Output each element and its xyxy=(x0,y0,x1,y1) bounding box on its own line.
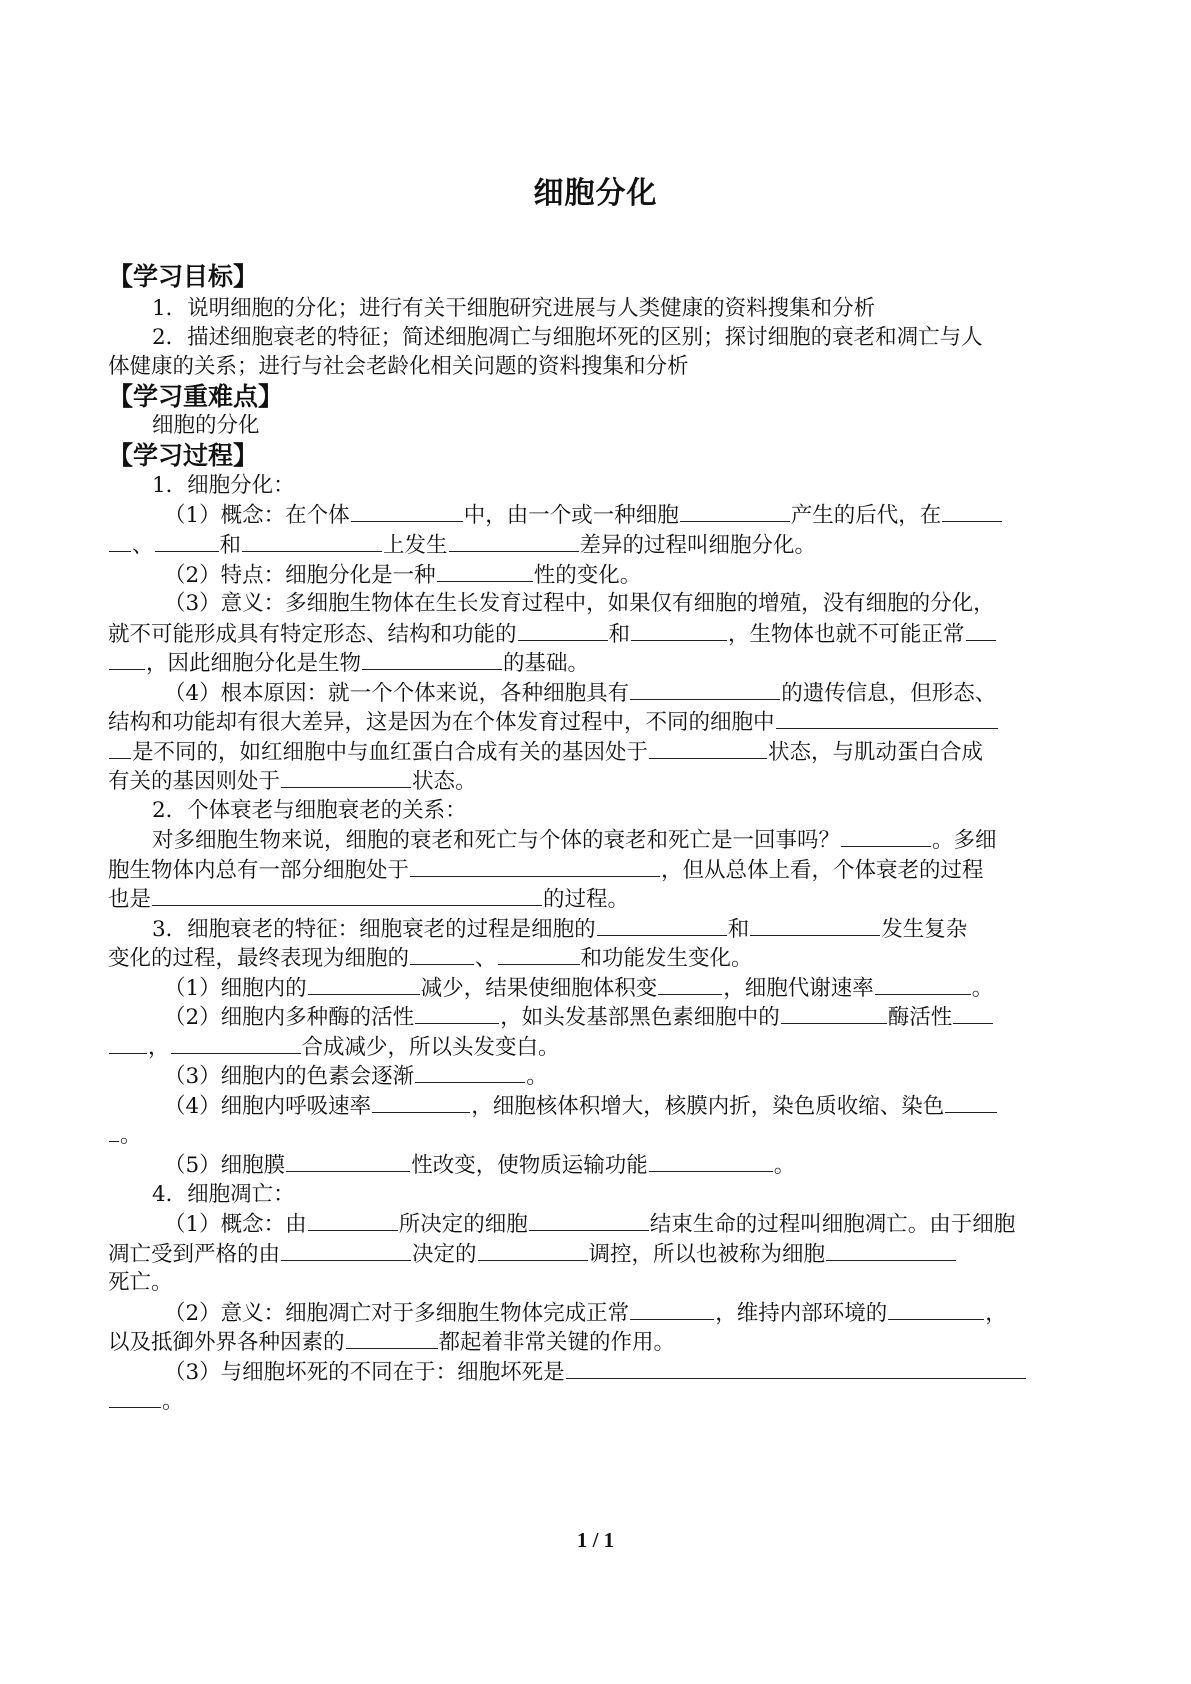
q3-line-1: 3．细胞衰老的特征：细胞衰老的过程是细胞的 和 发生复杂 xyxy=(108,914,1152,945)
blank[interactable] xyxy=(518,619,608,641)
q1-reason-line-4: 有关的基因则处于 状态。 xyxy=(108,766,1108,797)
blank[interactable] xyxy=(437,560,533,582)
blank[interactable] xyxy=(171,1032,301,1054)
blank[interactable] xyxy=(750,914,880,936)
blank[interactable] xyxy=(529,1209,649,1231)
q2-heading: 2．个体衰老与细胞衰老的关系： xyxy=(152,798,467,823)
blank[interactable] xyxy=(372,1091,470,1113)
blank[interactable] xyxy=(109,530,131,552)
goal-1: 1．说明细胞的分化；进行有关干细胞研究进展与人类健康的资料搜集和分析 xyxy=(152,296,876,321)
q3-feature-2-line-2: ， 合成减少，所以头发变白。 xyxy=(108,1032,1108,1063)
q1-meaning-line-3: ，因此细胞分化是生物 的基础。 xyxy=(108,648,1108,679)
q1-reason-line-2: 结构和功能却有很大差异，这是因为在个体发育过程中，不同的细胞中 xyxy=(108,707,1108,738)
blank[interactable] xyxy=(109,648,145,670)
section-heading-keypoints: 【学习重难点】 xyxy=(108,382,284,411)
section-heading-goals: 【学习目标】 xyxy=(108,262,259,291)
blank[interactable] xyxy=(410,855,660,877)
q3-feature-5: （5）细胞膜 性改变，使物质运输功能 。 xyxy=(108,1150,1164,1181)
blank[interactable] xyxy=(362,648,502,670)
blank[interactable] xyxy=(841,825,931,847)
blank[interactable] xyxy=(410,943,474,965)
q4-concept-line-1: （1）概念：由 所决定的细胞 结束生命的过程叫细胞凋亡。由于细胞 xyxy=(108,1209,1164,1240)
blank[interactable] xyxy=(649,737,767,759)
blank[interactable] xyxy=(597,914,727,936)
blank[interactable] xyxy=(109,1120,119,1142)
q4-difference-line-2: 。 xyxy=(108,1386,1108,1417)
blank[interactable] xyxy=(680,500,790,522)
section-heading-process: 【学习过程】 xyxy=(108,441,259,470)
q3-line-2: 变化的过程，最终表现为细胞的 、 和功能发生变化。 xyxy=(108,943,1108,974)
q3-feature-2-line-1: （2）细胞内多种酶的活性 ，如头发基部黑色素细胞中的 酶活性 xyxy=(108,1002,1164,1033)
q2-line-1: 对多细胞生物来说，细胞的衰老和死亡与个体的衰老和死亡是一回事吗？ 。多细 xyxy=(108,825,1152,856)
page-title: 细胞分化 xyxy=(533,176,658,211)
blank[interactable] xyxy=(286,1150,410,1172)
q1-meaning-line-2: 就不可能形成具有特定形态、结构和功能的 和 ，生物体也就不可能正常 xyxy=(108,619,1108,650)
blank[interactable] xyxy=(346,1327,438,1349)
blank[interactable] xyxy=(109,1032,147,1054)
goal-2-line-1: 2．描述细胞衰老的特征；简述细胞凋亡与细胞坏死的区别；探讨细胞的衰老和凋亡与人 xyxy=(152,325,983,350)
blank[interactable] xyxy=(478,1239,588,1261)
blank[interactable] xyxy=(630,1298,714,1320)
q1-heading: 1．细胞分化： xyxy=(152,473,295,498)
blank[interactable] xyxy=(953,1002,993,1024)
blank[interactable] xyxy=(826,1239,956,1261)
q4-heading: 4．细胞凋亡： xyxy=(152,1182,295,1207)
q1-reason-line-1: （4）根本原因：就一个个体来说，各种细胞具有 的遗传信息，但形态、 xyxy=(108,678,1164,709)
blank[interactable] xyxy=(649,1150,773,1172)
blank[interactable] xyxy=(631,619,727,641)
q3-feature-4-line-2: 。 xyxy=(108,1120,1108,1151)
blank[interactable] xyxy=(308,973,420,995)
q4-concept-line-3: 死亡。 xyxy=(108,1270,173,1295)
q4-meaning-line-1: （2）意义：细胞凋亡对于多细胞生物体完成正常 ，维持内部环境的 ， xyxy=(108,1298,1164,1329)
blank[interactable] xyxy=(498,943,580,965)
blank[interactable] xyxy=(658,973,722,995)
q1-reason-line-3: 是不同的，如红细胞中与血红蛋白合成有关的基因处于 状态，与肌动蛋白合成 xyxy=(108,737,1108,768)
q1-meaning-line-1: （3）意义：多细胞生物体在生长发育过程中，如果仅有细胞的增殖，没有细胞的分化， xyxy=(164,591,995,616)
blank[interactable] xyxy=(152,884,542,906)
q4-difference-line-1: （3）与细胞坏死的不同在于：细胞坏死是 xyxy=(108,1357,1164,1388)
blank[interactable] xyxy=(415,1002,499,1024)
q3-feature-1: （1）细胞内的 减少，结果使细胞体积变 ，细胞代谢速率 。 xyxy=(108,973,1164,1004)
q4-meaning-line-2: 以及抵御外界各种因素的 都起着非常关键的作用。 xyxy=(108,1327,1108,1358)
blank[interactable] xyxy=(888,1298,984,1320)
blank[interactable] xyxy=(776,707,998,729)
q2-line-3: 也是 的过程。 xyxy=(108,884,1108,915)
blank[interactable] xyxy=(875,973,971,995)
page-number: 1 / 1 xyxy=(576,1528,615,1552)
q1-concept-line-1: （1）概念：在个体 中，由一个或一种细胞 产生的后代，在 xyxy=(108,500,1164,531)
blank[interactable] xyxy=(242,530,382,552)
blank[interactable] xyxy=(351,500,463,522)
goal-2-line-2: 体健康的关系；进行与社会老龄化相关问题的资料搜集和分析 xyxy=(108,354,689,379)
blank[interactable] xyxy=(449,530,579,552)
blank[interactable] xyxy=(942,500,1002,522)
blank[interactable] xyxy=(155,530,219,552)
q3-feature-3: （3）细胞内的色素会逐渐 。 xyxy=(108,1061,1164,1092)
blank[interactable] xyxy=(281,766,411,788)
blank[interactable] xyxy=(781,1002,887,1024)
blank[interactable] xyxy=(966,619,996,641)
q3-feature-4-line-1: （4）细胞内呼吸速率 ，细胞核体积增大，核膜内折，染色质收缩、染色 xyxy=(108,1091,1164,1122)
blank[interactable] xyxy=(281,1239,411,1261)
keypoint-1: 细胞的分化 xyxy=(152,413,260,438)
q1-concept-line-2: 、 和 上发生 差异的过程叫细胞分化。 xyxy=(108,530,1108,561)
q1-feature: （2）特点：细胞分化是一种 性的变化。 xyxy=(108,560,1164,591)
q2-line-2: 胞生物体内总有一部分细胞处于 ，但从总体上看，个体衰老的过程 xyxy=(108,855,1108,886)
blank[interactable] xyxy=(630,678,780,700)
blank[interactable] xyxy=(566,1357,1026,1379)
blank[interactable] xyxy=(415,1061,525,1083)
blank[interactable] xyxy=(308,1209,398,1231)
blank[interactable] xyxy=(109,1386,161,1408)
blank[interactable] xyxy=(945,1091,997,1113)
blank[interactable] xyxy=(109,737,131,759)
q4-concept-line-2: 凋亡受到严格的由 决定的 调控，所以也被称为细胞 xyxy=(108,1239,1108,1270)
